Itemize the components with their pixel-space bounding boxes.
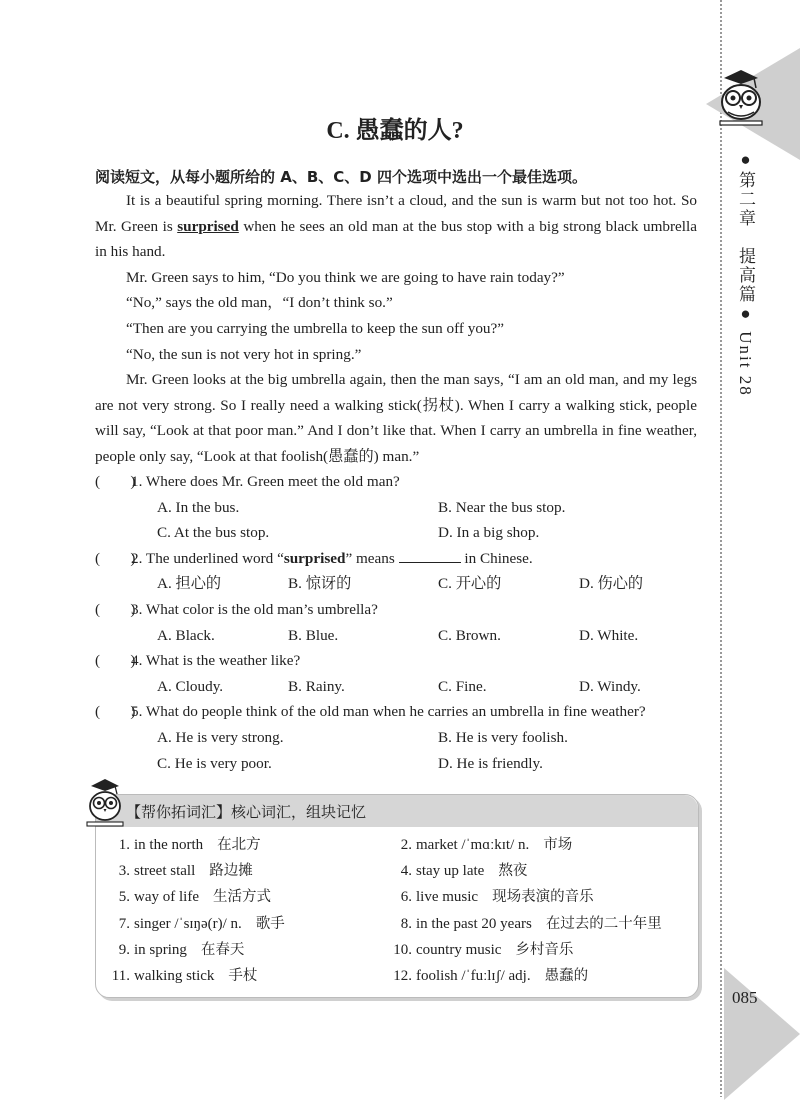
passage-paragraph-1 — [95, 188, 697, 265]
vocab-item — [382, 832, 572, 858]
vocab-number: 3. — [118, 863, 130, 880]
vocab-row — [100, 911, 690, 937]
owl-mascot-icon — [83, 778, 127, 835]
option-a[interactable]: A. He is very strong. — [157, 728, 284, 746]
vocab-item — [382, 884, 594, 910]
option-b[interactable]: B. He is very foolish. — [438, 728, 568, 746]
question-text: 3. What color is the old man’s umbrella? — [131, 600, 378, 618]
instruction-text: 阅读短文，从每小题所给的 A、B、C、D 四个选项中选出一个最佳选项。 — [95, 168, 587, 186]
vocab-chinese: 路边摊 — [209, 863, 253, 880]
page-title: C. 愚蠢的人? — [326, 118, 464, 144]
option-c[interactable]: C. 开心的 — [438, 575, 502, 593]
vocab-item — [100, 884, 271, 910]
question-list — [95, 469, 705, 776]
option-b[interactable]: B. Rainy. — [288, 677, 345, 695]
options-row — [95, 674, 705, 700]
option-d[interactable]: D. In a big shop. — [438, 524, 540, 542]
vocab-item — [382, 858, 527, 884]
vocab-chinese: 在春天 — [200, 941, 245, 958]
vocab-english: in the north — [134, 837, 204, 853]
vocab-english: foolish /ˈfuːlɪʃ/ adj. — [416, 967, 531, 984]
fill-blank-line[interactable] — [399, 548, 461, 563]
options-row — [95, 751, 705, 777]
passage-paragraph-2: Mr. Green says to him, “Do you think we are going to have rain today?” — [126, 268, 565, 286]
vocab-item — [100, 963, 257, 989]
vocab-number: 11. — [111, 967, 130, 984]
page-number: 085 — [732, 988, 758, 1007]
passage-paragraph-4: “Then are you carrying the umbrella to keep the sun off you?” — [126, 319, 504, 337]
vocab-list — [100, 832, 690, 989]
passage-paragraph-3: “No,” says the old man，“I don’t think so.” — [126, 294, 393, 312]
vocab-item — [100, 911, 285, 937]
vocab-english: stay up late — [416, 863, 485, 880]
option-d[interactable]: D. Windy. — [579, 677, 641, 695]
vocab-item — [382, 963, 588, 989]
question-text-part: in Chinese. — [460, 549, 533, 567]
option-d[interactable]: D. He is friendly. — [438, 754, 543, 772]
passage-text: when he sees an old man at the bus stop with a big strong black umbrella in his hand. — [95, 217, 697, 261]
vocab-english: in the past 20 years — [416, 915, 532, 932]
question-text: 1. Where does Mr. Green meet the old man? — [131, 473, 400, 490]
question-text: 5. What do people think of the old man when he carries an umbrella in fine weather? — [131, 703, 646, 721]
reading-passage — [95, 188, 697, 470]
vocab-row — [100, 884, 690, 910]
option-c[interactable]: C. Brown. — [438, 626, 501, 644]
answer-blank[interactable]: ( ) — [95, 652, 136, 670]
question-text-part: ” means — [345, 549, 399, 567]
passage-paragraph-6: Mr. Green looks at the big umbrella again, then the man says, “I am an old man, and my legs are not very strong. So I really need a walking stick(拐杖). When I carry a walking stick, people will say, “Look at that poor man.” And I don’t like that. When I carry an umbrella in fine weather, people only say, “Look at that foolish(愚蠢的) man.” — [95, 371, 697, 465]
question-4 — [95, 648, 705, 674]
vocab-number: 1. — [118, 837, 130, 853]
vocab-chinese: 愚蠢的 — [544, 967, 589, 984]
question-3 — [95, 597, 705, 623]
vocab-header — [96, 795, 698, 827]
vocab-english: in spring — [134, 941, 187, 958]
chapter-label: ●第二章 提高篇● Unit 28 — [736, 150, 755, 397]
question-1 — [95, 469, 705, 495]
vocab-item — [100, 858, 253, 884]
option-a[interactable]: A. Cloudy. — [157, 677, 224, 695]
vocab-row — [100, 963, 690, 989]
vocab-number: 8. — [400, 915, 412, 932]
vocab-chinese: 在北方 — [217, 837, 261, 853]
vocab-number: 7. — [118, 915, 130, 932]
option-d[interactable]: D. White. — [579, 626, 639, 644]
vocab-row — [100, 832, 690, 858]
options-row — [95, 495, 705, 521]
options-row — [95, 520, 705, 546]
vocab-chinese: 市场 — [543, 837, 573, 853]
options-row — [95, 623, 705, 649]
vocab-english: country music — [416, 941, 502, 958]
page-edge-divider — [720, 0, 722, 1097]
option-d[interactable]: D. 伤心的 — [579, 575, 644, 593]
vocab-item — [100, 832, 261, 858]
question-2 — [95, 546, 705, 572]
option-c[interactable]: C. Fine. — [438, 677, 487, 695]
options-row — [95, 571, 705, 597]
question-text: 4. What is the weather like? — [131, 652, 301, 670]
vocab-chinese: 在过去的二十年里 — [545, 915, 662, 932]
vocab-number: 2. — [400, 837, 412, 853]
vocab-number: 6. — [400, 889, 412, 906]
option-b[interactable]: B. Near the bus stop. — [438, 498, 566, 516]
passage-paragraph-5: “No, the sun is not very hot in spring.” — [126, 345, 362, 363]
question-text-part: 2. The underlined word “ — [131, 549, 284, 567]
vocab-english: singer /ˈsɪŋə(r)/ n. — [134, 915, 242, 932]
vocab-english: walking stick — [134, 967, 215, 984]
vocab-english: way of life — [134, 889, 199, 906]
options-row — [95, 725, 705, 751]
vocab-english: street stall — [134, 863, 196, 880]
question-text — [131, 546, 533, 572]
passage-text: It is a beautiful spring morning. There isn’t a cloud, and the sun is warm but not too hot. So Mr. Green is — [95, 192, 697, 235]
vocab-english: market /ˈmɑːkɪt/ n. — [416, 837, 530, 853]
vocab-number: 10. — [393, 941, 412, 958]
vocab-title: 【帮你拓词汇】核心词汇，组块记忆 — [126, 803, 367, 821]
answer-blank[interactable]: ( ) — [95, 600, 136, 618]
option-b[interactable]: B. 惊讶的 — [288, 575, 352, 593]
option-c[interactable]: C. At the bus stop. — [157, 524, 270, 542]
vocab-number: 5. — [118, 889, 130, 906]
vocab-chinese: 现场表演的音乐 — [492, 889, 594, 906]
vocab-number: 12. — [393, 967, 412, 984]
vocab-english: live music — [416, 889, 479, 906]
vocab-item — [100, 937, 244, 963]
vocab-number: 4. — [400, 863, 412, 880]
option-a[interactable]: A. 担心的 — [157, 575, 222, 593]
underlined-word: surprised — [177, 217, 239, 235]
option-b[interactable]: B. Blue. — [288, 626, 339, 644]
vocab-row — [100, 937, 690, 963]
question-5 — [95, 699, 705, 725]
option-a[interactable]: A. In the bus. — [157, 498, 240, 516]
vocab-chinese: 熬夜 — [498, 863, 528, 880]
vocab-chinese: 歌手 — [255, 915, 285, 932]
vocab-chinese: 生活方式 — [212, 889, 271, 906]
answer-blank[interactable]: ( ) — [95, 473, 136, 490]
vocab-item — [382, 937, 573, 963]
vocab-number: 9. — [118, 941, 130, 958]
vocab-row — [100, 858, 690, 884]
option-c[interactable]: C. He is very poor. — [157, 754, 272, 772]
answer-blank[interactable]: ( ) — [95, 703, 136, 721]
answer-blank[interactable]: ( ) — [95, 549, 136, 567]
vocab-chinese: 乡村音乐 — [515, 941, 574, 958]
vocab-chinese: 手杖 — [228, 967, 258, 984]
vocab-item — [382, 911, 662, 937]
option-a[interactable]: A. Black. — [157, 626, 215, 644]
question-bold-word: surprised — [283, 549, 346, 567]
